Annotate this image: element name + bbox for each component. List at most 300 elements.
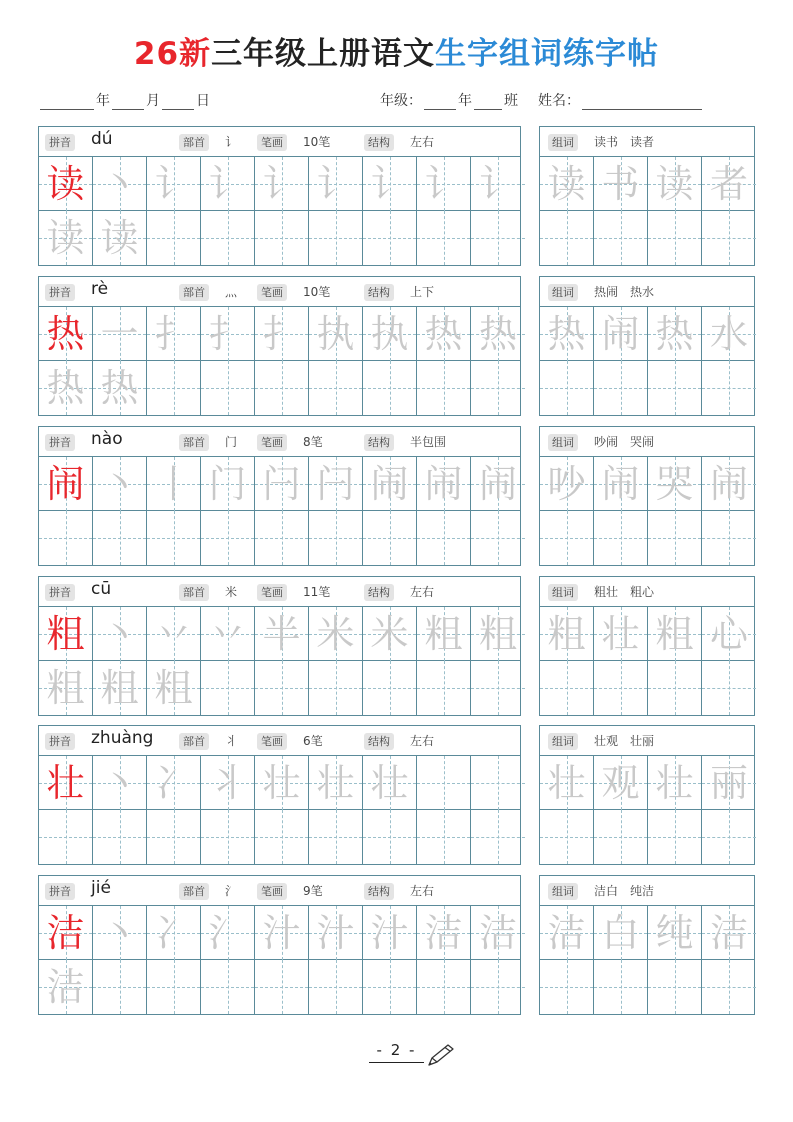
- month-blank[interactable]: [112, 94, 144, 110]
- writing-cell[interactable]: [201, 511, 255, 565]
- writing-cell[interactable]: [471, 607, 525, 661]
- word-cell[interactable]: [594, 307, 648, 361]
- writing-cell[interactable]: [93, 211, 147, 265]
- words-box: [539, 725, 755, 865]
- structure-value: 左右: [410, 585, 435, 599]
- word-cell[interactable]: [594, 211, 648, 265]
- model-character: 壮: [46, 761, 85, 805]
- writing-cell[interactable]: [255, 756, 309, 810]
- word-cell[interactable]: [702, 906, 756, 960]
- writing-cell[interactable]: [201, 457, 255, 511]
- writing-cell[interactable]: [147, 211, 201, 265]
- writing-cell[interactable]: [39, 906, 93, 960]
- writing-cell[interactable]: [471, 307, 525, 361]
- writing-cell[interactable]: [255, 906, 309, 960]
- word-cell[interactable]: [648, 960, 702, 1014]
- trace-character: 讠: [424, 162, 463, 206]
- trace-character: 丷: [154, 612, 193, 656]
- trace-character: 扌: [208, 312, 247, 356]
- word-cell[interactable]: [648, 661, 702, 715]
- writing-cell[interactable]: [309, 211, 363, 265]
- strokes-value: 11笔: [303, 585, 331, 599]
- word-character: 观: [601, 761, 640, 805]
- word-cell[interactable]: [702, 511, 756, 565]
- character-box: [38, 576, 521, 716]
- word-character: 吵: [547, 462, 586, 506]
- trace-character: 丬: [208, 761, 247, 805]
- writing-cell[interactable]: [417, 661, 471, 715]
- word-cell[interactable]: [540, 607, 594, 661]
- writing-cell[interactable]: [255, 457, 309, 511]
- writing-cell[interactable]: [363, 756, 417, 810]
- page-footer: [0, 1040, 793, 1063]
- word-cell[interactable]: [648, 607, 702, 661]
- trace-character: 壮: [262, 761, 301, 805]
- writing-cell[interactable]: [93, 361, 147, 415]
- strokes-value: 8笔: [303, 435, 323, 449]
- grid-row: [39, 960, 520, 1014]
- word-cell[interactable]: [594, 361, 648, 415]
- structure-tag: 结构: [364, 434, 394, 451]
- writing-cell[interactable]: [39, 607, 93, 661]
- writing-cell[interactable]: [39, 511, 93, 565]
- writing-cell[interactable]: [363, 211, 417, 265]
- words-value: 洁白 纯洁: [594, 884, 655, 898]
- class-blank[interactable]: [474, 94, 502, 110]
- writing-cell[interactable]: [147, 511, 201, 565]
- model-character: 粗: [46, 612, 85, 656]
- writing-cell[interactable]: [471, 661, 525, 715]
- writing-cell[interactable]: [471, 457, 525, 511]
- radical-tag: 部首: [179, 584, 209, 601]
- writing-cell[interactable]: [147, 607, 201, 661]
- year-blank[interactable]: [40, 94, 94, 110]
- words-tag: 组词: [548, 134, 578, 151]
- trace-character: 汁: [316, 911, 355, 955]
- day-label: 日: [196, 93, 210, 109]
- grid-row: [39, 810, 520, 864]
- words-meta: [540, 127, 754, 157]
- writing-cell[interactable]: [93, 157, 147, 211]
- trace-character: 讠: [208, 162, 247, 206]
- writing-cell[interactable]: [93, 457, 147, 511]
- word-character: 壮: [547, 761, 586, 805]
- grid-row: [39, 906, 520, 960]
- writing-cell[interactable]: [255, 511, 309, 565]
- words-value: 热闹 热水: [594, 285, 655, 299]
- name-label: 姓名：: [538, 93, 580, 109]
- trace-character: 壮: [370, 761, 409, 805]
- writing-cell[interactable]: [147, 960, 201, 1014]
- word-cell[interactable]: [540, 361, 594, 415]
- radical-tag: 部首: [179, 284, 209, 301]
- grid-row: [39, 361, 520, 415]
- trace-character: 讠: [370, 162, 409, 206]
- writing-cell[interactable]: [363, 361, 417, 415]
- writing-cell[interactable]: [363, 157, 417, 211]
- writing-cell[interactable]: [417, 607, 471, 661]
- character-box: [38, 276, 521, 416]
- writing-cell[interactable]: [201, 607, 255, 661]
- trace-character: 丷: [208, 612, 247, 656]
- writing-cell[interactable]: [201, 810, 255, 864]
- word-row: [540, 756, 754, 810]
- trace-character: 丶: [100, 462, 139, 506]
- word-cell[interactable]: [702, 361, 756, 415]
- writing-cell[interactable]: [471, 756, 525, 810]
- word-cell[interactable]: [540, 661, 594, 715]
- word-cell[interactable]: [540, 211, 594, 265]
- writing-cell[interactable]: [309, 906, 363, 960]
- writing-cell[interactable]: [255, 307, 309, 361]
- character-meta: [39, 577, 520, 607]
- practice-group: [0, 126, 793, 266]
- writing-cell[interactable]: [309, 157, 363, 211]
- trace-character: 丶: [100, 911, 139, 955]
- word-cell[interactable]: [540, 511, 594, 565]
- writing-cell[interactable]: [363, 607, 417, 661]
- writing-cell[interactable]: [93, 906, 147, 960]
- writing-cell[interactable]: [201, 906, 255, 960]
- writing-cell[interactable]: [255, 607, 309, 661]
- character-meta: [39, 277, 520, 307]
- words-tag: 组词: [548, 284, 578, 301]
- writing-cell[interactable]: [201, 211, 255, 265]
- character-box: [38, 875, 521, 1015]
- trace-character: 讠: [262, 162, 301, 206]
- grid-row: [39, 756, 520, 810]
- writing-cell[interactable]: [309, 607, 363, 661]
- radical-tag: 部首: [179, 883, 209, 900]
- strokes-tag: 笔画: [257, 883, 287, 900]
- structure-value: 左右: [410, 135, 435, 149]
- date-fields: [38, 90, 210, 110]
- word-character: 洁: [709, 911, 748, 955]
- writing-cell[interactable]: [255, 960, 309, 1014]
- words-value: 读书 读者: [594, 135, 655, 149]
- words-box: [539, 576, 755, 716]
- word-cell[interactable]: [702, 756, 756, 810]
- word-cell[interactable]: [702, 457, 756, 511]
- structure-tag: 结构: [364, 883, 394, 900]
- word-row: [540, 157, 754, 211]
- writing-cell[interactable]: [39, 457, 93, 511]
- title-part-2: 三年级上册语文: [211, 36, 436, 72]
- trace-character: 执: [370, 312, 409, 356]
- word-row: [540, 457, 754, 511]
- word-cell[interactable]: [648, 361, 702, 415]
- word-cell[interactable]: [648, 810, 702, 864]
- word-cell[interactable]: [594, 810, 648, 864]
- trace-character: 米: [370, 612, 409, 656]
- radical-value: 门: [225, 435, 238, 449]
- practice-group: [0, 576, 793, 716]
- strokes-value: 10笔: [303, 135, 331, 149]
- word-cell[interactable]: [702, 307, 756, 361]
- word-cell[interactable]: [702, 661, 756, 715]
- words-value: 粗壮 粗心: [594, 585, 655, 599]
- writing-cell[interactable]: [201, 307, 255, 361]
- year-label: 年: [96, 93, 110, 109]
- writing-cell[interactable]: [309, 511, 363, 565]
- writing-cell[interactable]: [471, 211, 525, 265]
- writing-cell[interactable]: [93, 307, 147, 361]
- word-cell[interactable]: [594, 511, 648, 565]
- student-fields: [380, 90, 704, 110]
- trace-character: 热: [100, 366, 139, 410]
- writing-cell[interactable]: [39, 960, 93, 1014]
- strokes-tag: 笔画: [257, 584, 287, 601]
- writing-cell[interactable]: [201, 661, 255, 715]
- word-character: 水: [709, 312, 748, 356]
- writing-cell[interactable]: [417, 211, 471, 265]
- writing-cell[interactable]: [471, 157, 525, 211]
- writing-cell[interactable]: [417, 457, 471, 511]
- pinyin-value: rè: [91, 279, 109, 299]
- words-tag: 组词: [548, 434, 578, 451]
- writing-cell[interactable]: [363, 906, 417, 960]
- structure-tag: 结构: [364, 584, 394, 601]
- strokes-value: 6笔: [303, 734, 323, 748]
- month-label: 月: [146, 93, 160, 109]
- word-cell[interactable]: [594, 960, 648, 1014]
- pinyin-tag: 拼音: [45, 434, 75, 451]
- radical-value: 米: [225, 585, 238, 599]
- grade-blank[interactable]: [424, 94, 456, 110]
- word-cell[interactable]: [702, 211, 756, 265]
- trace-character: 壮: [316, 761, 355, 805]
- word-row: [540, 906, 754, 960]
- word-cell[interactable]: [648, 157, 702, 211]
- writing-cell[interactable]: [417, 511, 471, 565]
- writing-cell[interactable]: [309, 307, 363, 361]
- pinyin-tag: 拼音: [45, 284, 75, 301]
- writing-cell[interactable]: [309, 457, 363, 511]
- writing-cell[interactable]: [471, 511, 525, 565]
- word-cell[interactable]: [594, 157, 648, 211]
- radical-tag: 部首: [179, 134, 209, 151]
- trace-character: 读: [100, 216, 139, 260]
- page-title: [0, 28, 793, 73]
- character-box: [38, 126, 521, 266]
- writing-cell[interactable]: [363, 457, 417, 511]
- word-cell[interactable]: [648, 211, 702, 265]
- trace-character: 冫: [154, 911, 193, 955]
- practice-group: [0, 426, 793, 566]
- writing-cell[interactable]: [93, 661, 147, 715]
- pinyin-tag: 拼音: [45, 584, 75, 601]
- writing-cell[interactable]: [417, 756, 471, 810]
- radical-tag: 部首: [179, 434, 209, 451]
- word-cell[interactable]: [648, 457, 702, 511]
- word-cell[interactable]: [648, 307, 702, 361]
- structure-tag: 结构: [364, 284, 394, 301]
- trace-character: 粗: [478, 612, 517, 656]
- title-part-3: 生字组词练字帖: [435, 36, 660, 72]
- writing-cell[interactable]: [147, 307, 201, 361]
- word-cell[interactable]: [594, 661, 648, 715]
- writing-cell[interactable]: [363, 307, 417, 361]
- writing-cell[interactable]: [363, 661, 417, 715]
- grid-row: [39, 211, 520, 265]
- word-cell[interactable]: [702, 607, 756, 661]
- writing-cell[interactable]: [417, 361, 471, 415]
- word-cell[interactable]: [702, 810, 756, 864]
- trace-character: 氵: [208, 911, 247, 955]
- trace-character: 米: [316, 612, 355, 656]
- writing-cell[interactable]: [201, 756, 255, 810]
- model-character: 热: [46, 312, 85, 356]
- writing-cell[interactable]: [39, 307, 93, 361]
- writing-cell[interactable]: [417, 307, 471, 361]
- radical-tag: 部首: [179, 733, 209, 750]
- writing-cell[interactable]: [201, 361, 255, 415]
- word-cell[interactable]: [594, 906, 648, 960]
- word-cell[interactable]: [540, 756, 594, 810]
- writing-cell[interactable]: [93, 511, 147, 565]
- writing-cell[interactable]: [363, 511, 417, 565]
- writing-cell[interactable]: [39, 211, 93, 265]
- writing-cell[interactable]: [363, 960, 417, 1014]
- word-character: 书: [601, 162, 640, 206]
- grid-row: [39, 157, 520, 211]
- name-blank[interactable]: [582, 94, 702, 110]
- trace-character: 闩: [262, 462, 301, 506]
- word-cell[interactable]: [540, 906, 594, 960]
- word-cell[interactable]: [648, 511, 702, 565]
- trace-character: 粗: [100, 666, 139, 710]
- writing-cell[interactable]: [39, 810, 93, 864]
- trace-character: 半: [262, 612, 301, 656]
- word-cell[interactable]: [648, 906, 702, 960]
- word-row-blank: [540, 960, 754, 1014]
- word-character: 读: [655, 162, 694, 206]
- word-character: 壮: [601, 612, 640, 656]
- writing-cell[interactable]: [39, 661, 93, 715]
- writing-cell[interactable]: [201, 157, 255, 211]
- pinyin-tag: 拼音: [45, 733, 75, 750]
- writing-cell[interactable]: [39, 157, 93, 211]
- writing-cell[interactable]: [147, 457, 201, 511]
- word-cell[interactable]: [540, 307, 594, 361]
- words-value: 吵闹 哭闹: [594, 435, 655, 449]
- writing-cell[interactable]: [471, 960, 525, 1014]
- trace-character: 粗: [46, 666, 85, 710]
- title-part-1: 26新: [133, 36, 212, 72]
- model-character: 洁: [46, 911, 85, 955]
- words-meta: [540, 876, 754, 906]
- word-cell[interactable]: [594, 607, 648, 661]
- writing-cell[interactable]: [255, 211, 309, 265]
- radical-value: 氵: [225, 884, 238, 898]
- writing-cell[interactable]: [147, 810, 201, 864]
- word-cell[interactable]: [594, 756, 648, 810]
- writing-cell[interactable]: [147, 756, 201, 810]
- writing-cell[interactable]: [471, 361, 525, 415]
- writing-cell[interactable]: [147, 661, 201, 715]
- writing-cell[interactable]: [255, 361, 309, 415]
- writing-cell[interactable]: [93, 810, 147, 864]
- writing-cell[interactable]: [309, 810, 363, 864]
- writing-cell[interactable]: [255, 661, 309, 715]
- writing-cell[interactable]: [471, 810, 525, 864]
- pen-icon: [426, 1042, 456, 1068]
- trace-character: 冫: [154, 761, 193, 805]
- info-row: [38, 90, 754, 114]
- word-cell[interactable]: [702, 157, 756, 211]
- writing-cell[interactable]: [417, 960, 471, 1014]
- trace-character: 丶: [100, 761, 139, 805]
- word-row: [540, 607, 754, 661]
- grid-row: [39, 457, 520, 511]
- writing-cell[interactable]: [471, 906, 525, 960]
- word-cell[interactable]: [594, 457, 648, 511]
- character-meta: [39, 427, 520, 457]
- trace-character: 洁: [424, 911, 463, 955]
- writing-cell[interactable]: [255, 810, 309, 864]
- writing-cell[interactable]: [417, 157, 471, 211]
- radical-value: 灬: [225, 285, 238, 299]
- model-character: 闹: [46, 462, 85, 506]
- writing-cell[interactable]: [93, 756, 147, 810]
- trace-character: 丶: [100, 162, 139, 206]
- trace-character: 一: [100, 312, 139, 356]
- words-box: [539, 276, 755, 416]
- word-cell[interactable]: [540, 960, 594, 1014]
- structure-tag: 结构: [364, 733, 394, 750]
- word-cell[interactable]: [702, 960, 756, 1014]
- writing-cell[interactable]: [417, 906, 471, 960]
- writing-cell[interactable]: [93, 607, 147, 661]
- word-character: 者: [709, 162, 748, 206]
- writing-cell[interactable]: [147, 361, 201, 415]
- writing-cell[interactable]: [309, 361, 363, 415]
- writing-cell[interactable]: [417, 810, 471, 864]
- writing-cell[interactable]: [255, 157, 309, 211]
- writing-cell[interactable]: [39, 756, 93, 810]
- writing-cell[interactable]: [309, 960, 363, 1014]
- word-character: 心: [709, 612, 748, 656]
- trace-character: 读: [46, 216, 85, 260]
- writing-cell[interactable]: [309, 661, 363, 715]
- word-cell[interactable]: [540, 157, 594, 211]
- writing-cell[interactable]: [147, 157, 201, 211]
- writing-cell[interactable]: [201, 960, 255, 1014]
- word-character: 壮: [655, 761, 694, 805]
- word-character: 粗: [547, 612, 586, 656]
- trace-character: 热: [46, 366, 85, 410]
- word-row-blank: [540, 361, 754, 415]
- word-cell[interactable]: [540, 810, 594, 864]
- class-label: 班: [504, 93, 518, 109]
- word-row-blank: [540, 511, 754, 565]
- words-meta: [540, 427, 754, 457]
- character-meta: [39, 726, 520, 756]
- day-blank[interactable]: [162, 94, 194, 110]
- word-cell[interactable]: [648, 756, 702, 810]
- word-cell[interactable]: [540, 457, 594, 511]
- writing-cell[interactable]: [309, 756, 363, 810]
- writing-cell[interactable]: [363, 810, 417, 864]
- practice-group: [0, 725, 793, 865]
- writing-cell[interactable]: [147, 906, 201, 960]
- trace-character: 闹: [424, 462, 463, 506]
- strokes-tag: 笔画: [257, 284, 287, 301]
- page-number: - 2 -: [369, 1041, 425, 1063]
- writing-cell[interactable]: [93, 960, 147, 1014]
- writing-cell[interactable]: [39, 361, 93, 415]
- trace-character: 热: [424, 312, 463, 356]
